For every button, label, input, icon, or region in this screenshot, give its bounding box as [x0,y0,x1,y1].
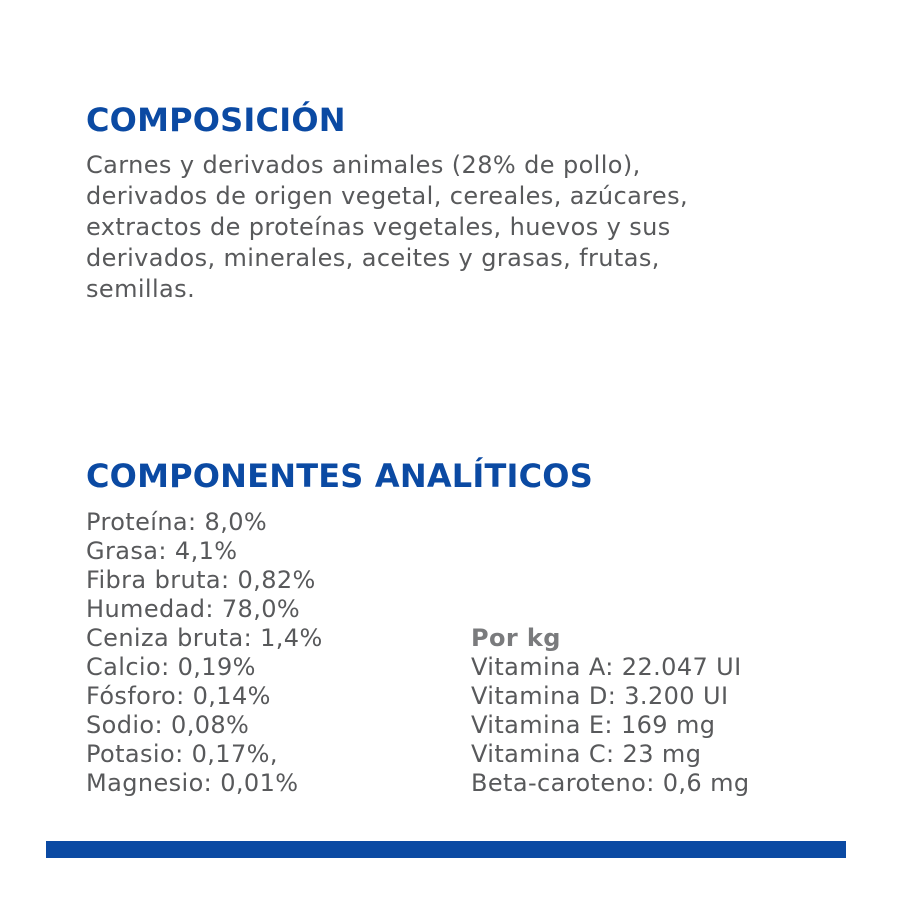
analytic-item: Proteína: 8,0% [86,508,268,536]
analytic-item: Humedad: 78,0% [86,595,301,623]
analytic-item: Fibra bruta: 0,82% [86,566,316,594]
composition-line: extractos de proteínas vegetales, huevos y sus [86,213,671,241]
vitamin-item: Vitamina A: 22.047 UI [471,653,742,681]
vitamins-block [471,624,750,798]
analytic-item: Grasa: 4,1% [86,537,238,565]
vitamin-item: Beta-caroteno: 0,6 mg [471,769,750,797]
analytic-item: Calcio: 0,19% [86,653,256,681]
analytic-item: Ceniza bruta: 1,4% [86,624,323,652]
vitamin-item: Vitamina D: 3.200 UI [471,682,729,710]
analytic-components-list [86,508,323,798]
vitamins-subheading: Por kg [471,624,561,652]
vitamin-item: Vitamina E: 169 mg [471,711,716,739]
composition-text [86,150,826,305]
bottom-accent-bar [46,841,846,858]
analytic-item: Magnesio: 0,01% [86,769,299,797]
analytic-item: Sodio: 0,08% [86,711,250,739]
analytic-components-heading: COMPONENTES ANALÍTICOS [86,457,593,495]
vitamin-item: Vitamina C: 23 mg [471,740,702,768]
analytic-item: Potasio: 0,17%, [86,740,278,768]
vitamins-list [471,653,750,798]
composition-line: derivados de origen vegetal, cereales, azúcares, [86,182,689,210]
composition-heading: COMPOSICIÓN [86,101,346,139]
composition-line: derivados, minerales, aceites y grasas, frutas, [86,244,660,272]
analytic-item: Fósforo: 0,14% [86,682,271,710]
composition-line: Carnes y derivados animales (28% de pollo), [86,151,641,179]
composition-line: semillas. [86,275,196,303]
